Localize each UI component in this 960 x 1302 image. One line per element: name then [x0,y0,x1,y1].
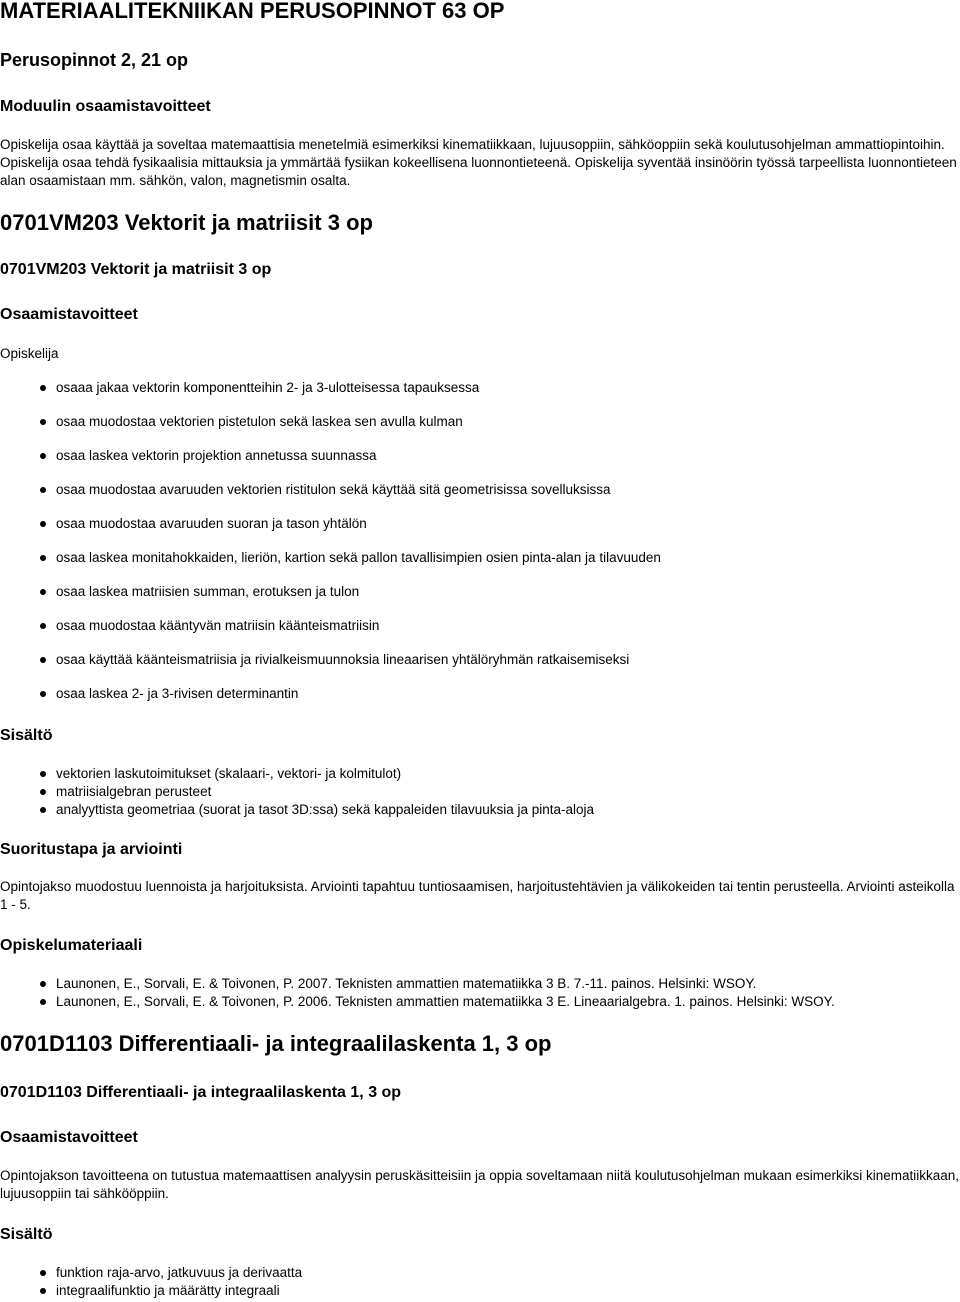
list-item: analyyttista geometriaa (suorat ja tasot 3D:ssa) sekä kappaleiden tilavuuksia ja pinta-aloja [40,801,594,819]
course2-objectives-heading: Osaamistavoitteet [0,1129,138,1146]
list-item: Launonen, E., Sorvali, E. & Toivonen, P. 2006. Teknisten ammattien matematiikka 3 E. Lineaarialgebra. 1. painos. Helsinki: WSOY. [40,993,835,1011]
course2-subheading: 0701D1103 Differentiaali- ja integraalilaskenta 1, 3 op [0,1084,402,1101]
module-objectives-text: Opiskelija osaa käyttää ja soveltaa matemaattisia menetelmiä esimerkiksi kinematiikkaan, lujuusoppiin, sähköoppiin sekä koulutusohjelman ammattiopintoihin. Opiskelija osaa tehdä fysikaalisia mittauksia ja ymmärtää fysiikan kokeellisena luonnontieteenä. Opiskelija syventää insinöörin työssä tarpeellista luonnontieteen alan osaamistaan mm. sähkön, valon, magnetismin osalta. [0,137,957,188]
course1-content-heading: Sisältö [0,727,53,744]
course1-method-heading: Suoritustapa ja arviointi [0,841,183,858]
course2-objectives-text: Opintojakson tavoitteena on tutustua matemaattisen analyysin peruskäsitteisiin ja oppia soveltamaan niitä koulutusohjelman mukaan esimerkiksi kinematiikkaan, lujuusoppiin tai sähkööppiin. [0,1168,960,1201]
course2-content-list [40,1264,302,1300]
course1-subheading: 0701VM203 Vektorit ja matriisit 3 op [0,261,272,278]
course1-heading: 0701VM203 Vektorit ja matriisit 3 op [0,210,373,235]
list-item: osaa laskea matriisien summan, erotuksen ja tulon [40,583,661,601]
list-item: osaa käyttää käänteismatriisia ja rivialkeismuunnoksia lineaarisen yhtälöryhmän ratkaisemiseksi [40,651,661,669]
list-item: integraalifunktio ja määrätty integraali [40,1282,302,1300]
list-item: osaa muodostaa kääntyvän matriisin käänteismatriisin [40,617,661,635]
list-item: funktion raja-arvo, jatkuvuus ja derivaatta [40,1264,302,1282]
course1-material-heading: Opiskelumateriaali [0,937,143,954]
course2-content-heading: Sisältö [0,1226,53,1243]
course1-objectives-intro: Opiskelija [0,346,59,361]
list-item: osaa laskea 2- ja 3-rivisen determinantin [40,685,661,703]
module-objectives-heading: Moduulin osaamistavoitteet [0,98,211,115]
list-item: osaa muodostaa avaruuden vektorien ristitulon sekä käyttää sitä geometrisissa sovelluksissa [40,481,661,499]
document-title: MATERIAALITEKNIIKAN PERUSOPINNOT 63 OP [0,0,505,23]
list-item: osaa laskea vektorin projektion annetussa suunnassa [40,447,661,465]
list-item: osaa laskea monitahokkaiden, lieriön, kartion sekä pallon tavallisimpien osien pinta-alan ja tilavuuden [40,549,661,567]
list-item: vektorien laskutoimitukset (skalaari-, vektori- ja kolmitulot) [40,765,594,783]
course1-method-text: Opintojakso muodostuu luennoista ja harjoituksista. Arviointi tapahtuu tuntiosaamisen, harjoitustehtävien ja välikokeiden tai tentin perusteella. Arviointi asteikolla 1 - 5. [0,879,955,912]
course1-objectives-list [40,379,661,719]
list-item: osaa muodostaa vektorien pistetulon sekä laskea sen avulla kulman [40,413,661,431]
list-item: Launonen, E., Sorvali, E. & Toivonen, P. 2007. Teknisten ammattien matematiikka 3 B. 7.-11. painos. Helsinki: WSOY. [40,975,835,993]
course1-material-list [40,975,835,1011]
course1-content-list [40,765,594,819]
list-item: osaa muodostaa avaruuden suoran ja tason yhtälön [40,515,661,533]
course1-objectives-heading: Osaamistavoitteet [0,306,138,323]
list-item: osaaa jakaa vektorin komponentteihin 2- ja 3-ulotteisessa tapauksessa [40,379,661,397]
list-item: matriisialgebran perusteet [40,783,594,801]
course2-heading: 0701D1103 Differentiaali- ja integraalilaskenta 1, 3 op [0,1031,552,1056]
section-subtitle: Perusopinnot 2, 21 op [0,50,189,70]
